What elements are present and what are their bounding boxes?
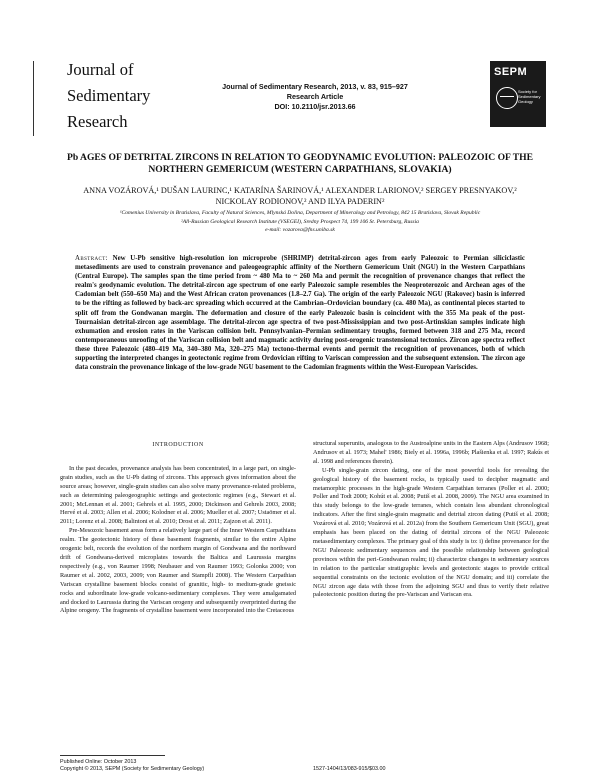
author-list [60,185,540,207]
doi: DOI: 10.2110/jsr.2013.66 [274,102,356,111]
contact-email: e-mail: vozarova@fns.uniba.sk [265,227,335,233]
journal-name [67,57,150,135]
paper-title [60,152,540,176]
footer-rule [60,755,165,756]
section-heading: INTRODUCTION [152,442,204,448]
citation-journal: Journal of Sedimentary Research, 2013, v. 83, 915–927 [222,82,408,91]
left-column [60,440,296,616]
sepm-logo [490,61,546,127]
globe-icon [496,87,518,109]
citation-block [195,82,435,112]
published-date: Published Online: October 2013 [60,759,137,765]
affiliations [40,209,560,235]
article-type: Research Article [286,92,344,101]
paragraph: U-Pb single-grain zircon dating, one of the most powerful tools for revealing the geological history of the basement rocks, is typically used to decipher magmatic and metamorphic processes in the high-grade Western Carpathian terranes (Poller et al. 2000; Poller and Todt 2000; Kohút et al. 2008; Putiš et al. 2008, 2009). The NGU area examined in this study belongs to the low-grade terranes, which contain less abundant chronological indicators. After the first single-grain magmatic and detrital zircon dating (Putiš et al. 2008; Vozárová et al. 2010; Vozárová et al. 2012a) from the Southern Gemericum Unit (SGU), great emphasis has been placed on the dating of detrital zircons of the NGU Paleozoic metasedimentary complexes. The primary goal of this study is to: i) define provenance for the NGU Paleozoic sedimentary sequences and the possible relationship between geological provinces within the peri-Gondwanan realm; ii) characterize changes in sedimentary sources in relation to the particular stratigraphic levels and geotectonic stages to provide critical sequential constraints on the tectonic evolution of the NGU domain; and iii) correlate the NGU zircon age data with those from the adjoining SGU and thus to verify their relative paleotectonic position during the pre-Variscan and Variscan era. [313,466,549,599]
affiliation: ²All-Russian Geological Research Institute (VSEGEI), Sredny Prospect 74, 199 106 St. Petersburg, Russia [181,218,419,225]
issn: 1527-1404/13/083-915/$03.00 [313,766,386,772]
header-rule [33,61,34,136]
journal-name-line: Journal of [67,60,134,79]
journal-name-line: Sedimentary [67,86,151,105]
abstract-text: New U-Pb sensitive high-resolution ion microprobe (SHRIMP) detrital-zircon ages from early Paleozoic to Permian siliciclastic metasediments are used to constrain provenance and paleogeographic affinity of the Northern Gemericum Unit (NGU) in the Western Carpathians (Central Europe). The samples span the time period from ~ 480 Ma to ~ 260 Ma and permit the recognition of provenance changes that reflect the realm's geodynamic evolution. The detrital-zircon age spectrum of one early Paleozoic sample resembles the Neoproterozoic and Archean ages of the Cadomian belt (550–650 Ma) and the West African craton provenances (1.8–2.7 Ga). The origin of the early Paleozoic NGU (Rakovec) basin is inferred to be the rifting as followed by back-arc spreading which occurred at the Cambrian–Ordovician boundary (ca. 480 Ma), as continental pieces started to split off from the Gondwanan margin. The deformation and closure of the early Paleozoic basin is coincident with the 355 Ma peak of the post-Tournaisian detrital-zircon age assemblage. The detrital-zircon age spectra of two post-Mississippian and two post-Artinskian samples indicate high exhumation and erosion rates in the Variscan collision belt. Pennsylvanian–Permian sedimentary troughs, formed between 318 and 275 Ma, record contemporaneous unroofing of the Variscan collision belt and magmatic activity during post-orogenic transtensional tectonics. Zircon age spectra reflect these three Paleozoic (480–419 Ma, 340–380 Ma, 320–275 Ma) tectono-thermal events and permit the recognition of provenances, both of which supporting the interpreted changes in geotectonic regime from Ordovician rifting to Variscan compression and the subsequent extension. The zircon age data constrain the provenance linkage of the low-grade NGU basement to the Cadomian fragments within the West-European Variscides. [75,255,525,372]
right-column [313,440,549,600]
paragraph: structural superunits, analogous to the Austroalpine units in the Eastern Alps (Andrusov 1968; Andrusov et al. 1973; Mahel' 1986; Biely et al. 1996a, 1996b; Plašienka et al. 1997; Rakús et al. 1998 and references therein). [313,440,549,465]
paragraph: Pre-Mesozoic basement areas form a relatively large part of the Inner Western Carpathians realm. The geotectonic history of these basement fragments, similar to the entire Alpine orogenic belt, records the evolution of the northern margin of Gondwana and the northward drift of Gondwana-derived microplates towards the Baltica and Laurussia margins respectively (e.g., von Raumer 1998; Neubauer and von Raumer 1993; Golonka 2000; von Raumer et al. 2002, 2003, 2009; von Raumer and Stampfli 2008). The Western Carpathian Variscan crystalline basement blocks consist of granitic, high- to medium-grade gneissic rocks and subordinate low-grade volcano-sedimentary complexes. They were amalgamated and docked to Laurussia during the Variscan orogeny and subsequently overprinted during the Alpine orogeny. The fragments of crystalline basement were incorporated into the Cretaceous [60,527,296,615]
abstract-label: Abstract: [75,255,108,262]
author-line: NICKOLAY RODIONOV,² AND ILYA PADERIN² [215,197,385,206]
author-line: ANNA VOZÁROVÁ,¹ DUŠAN LAURINC,¹ KATARÍNA ŠARINOVÁ,¹ ALEXANDER LARIONOV,² SERGEY PRESNYAKOV,² [83,186,517,195]
copyright: Copyright © 2013, SEPM (Society for Sedimentary Geology) [60,766,205,772]
abstract [75,254,525,372]
journal-name-line: Research [67,112,128,131]
logo-subtitle: Society for Sedimentary Geology [518,89,541,104]
paper-title-line: Pb AGES OF DETRITAL ZIRCONS IN RELATION TO GEODYNAMIC EVOLUTION: PALEOZOIC OF THE [66,152,534,163]
paper-title-line: NORTHERN GEMERICUM (WESTERN CARPATHIANS, SLOVAKIA) [148,164,452,175]
affiliation: ¹Comenius University in Bratislava, Faculty of Natural Sciences, Mlynská Dolina, Department of Mineralogy and Petrology, 842 15 Bratislava, Slovak Republic [119,210,481,216]
logo-mark: SEPM [494,66,528,78]
paragraph: In the past decades, provenance analysis has been concentrated, in a large part, on single-grain studies, such as the U-Pb dating of zircons. This approach gives information about the source areas; however, single-grain studies can also solve many provenance-related problems, such as determining paleogeographic settings and geotectonic regimes (e.g., Stewart et al. 2001; McLennan et al. 2001; Gehrels et al. 1995, 2000; Dickinson and Gehrels 2003, 2008; Hervé et al. 2003; Allen et al. 2006; Kolodner et al. 2006; Mueller et al. 2007; Ustaömer et al. 2011; Lorenz et al. 2008; Balintoni et al. 2010; Drost et al. 2011; Zajzon et al. 2011). [60,464,296,526]
footer [60,759,204,773]
